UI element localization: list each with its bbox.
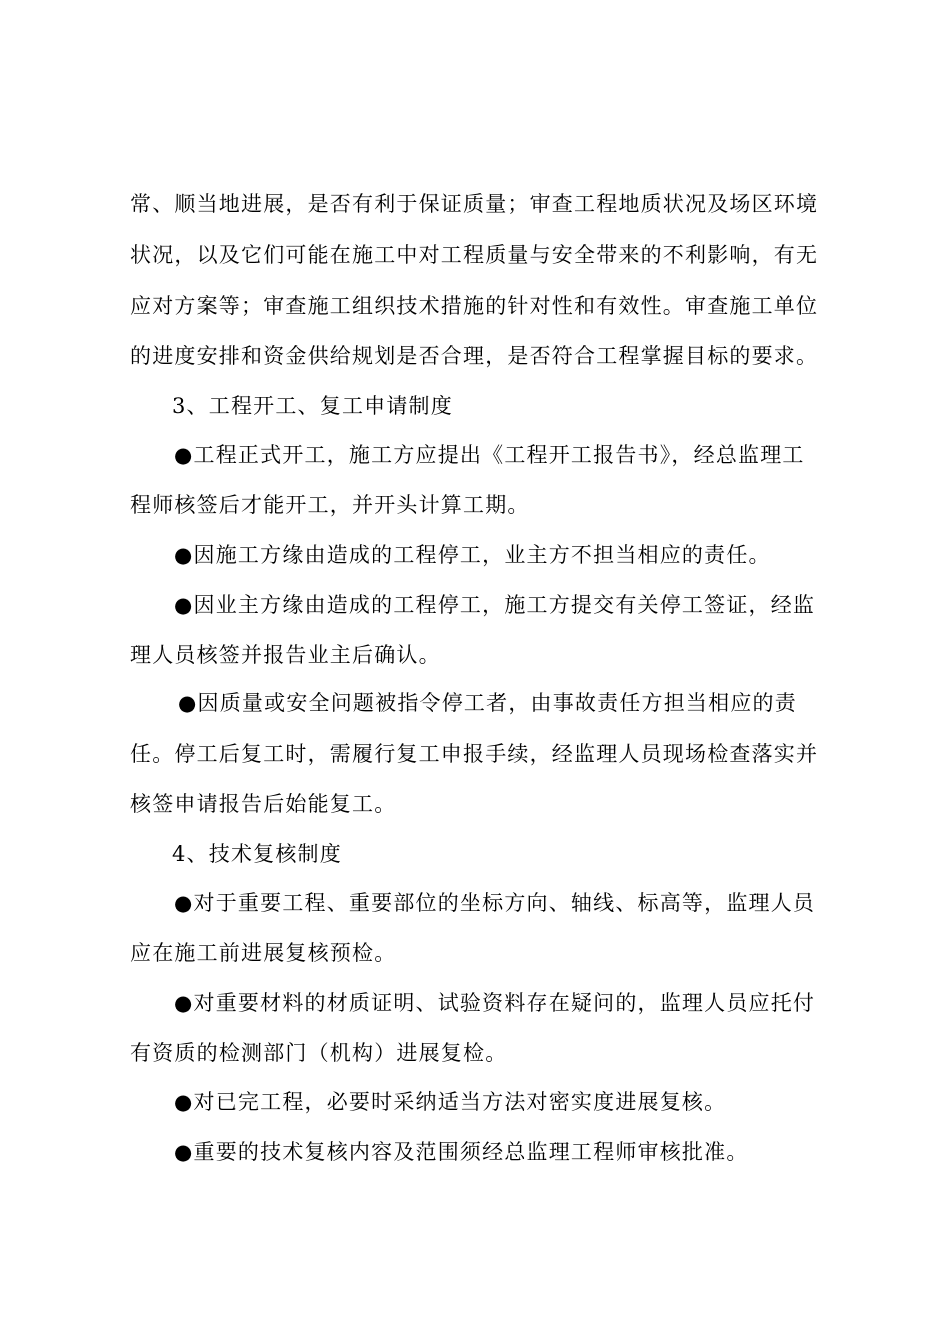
paragraph-line: 核签申请报告后始能复工。: [130, 792, 397, 816]
paragraph-line: 任。停工后复工时，需履行复工申报手续，经监理人员现场检查落实并: [130, 742, 819, 766]
paragraph-line: 状况，以及它们可能在施工中对工程质量与安全带来的不利影响，有无: [130, 243, 819, 267]
paragraph-line: 程师核签后才能开工，并开头计算工期。: [130, 493, 530, 517]
paragraph-line: 应在施工前进展复核预检。: [130, 941, 397, 965]
bullet-line: ●因业主方缘由造成的工程停工，施工方提交有关停工签证，经监: [174, 593, 816, 617]
bullet-line: ●对已完工程，必要时采纳适当方法对密实度进展复核。: [174, 1090, 727, 1114]
bullet-line: ●因质量或安全问题被指令停工者，由事故责任方担当相应的责: [178, 691, 797, 715]
paragraph-line: 理人员核签并报告业主后确认。: [130, 643, 441, 667]
bullet-line: ●对于重要工程、重要部位的坐标方向、轴线、标高等，监理人员: [174, 891, 816, 915]
section-heading: 4、技术复核制度: [172, 842, 342, 866]
paragraph-line: 有资质的检测部门（机构）进展复检。: [130, 1041, 508, 1065]
bullet-line: ●工程正式开工，施工方应提出《工程开工报告书》，经总监理工: [174, 443, 805, 467]
bullet-line: ●重要的技术复核内容及范围须经总监理工程师审核批准。: [174, 1140, 749, 1164]
bullet-line: ●因施工方缘由造成的工程停工，业主方不担当相应的责任。: [174, 543, 771, 567]
section-heading: 3、工程开工、复工申请制度: [172, 394, 453, 418]
paragraph-line: 常、顺当地进展，是否有利于保证质量；审查工程地质状况及场区环境: [130, 192, 819, 216]
paragraph-line: 的进度安排和资金供给规划是否合理，是否符合工程掌握目标的要求。: [130, 344, 819, 368]
bullet-line: ●对重要材料的材质证明、试验资料存在疑问的，监理人员应托付: [174, 991, 816, 1015]
paragraph-line: 应对方案等；审查施工组织技术措施的针对性和有效性。审查施工单位: [130, 294, 819, 318]
